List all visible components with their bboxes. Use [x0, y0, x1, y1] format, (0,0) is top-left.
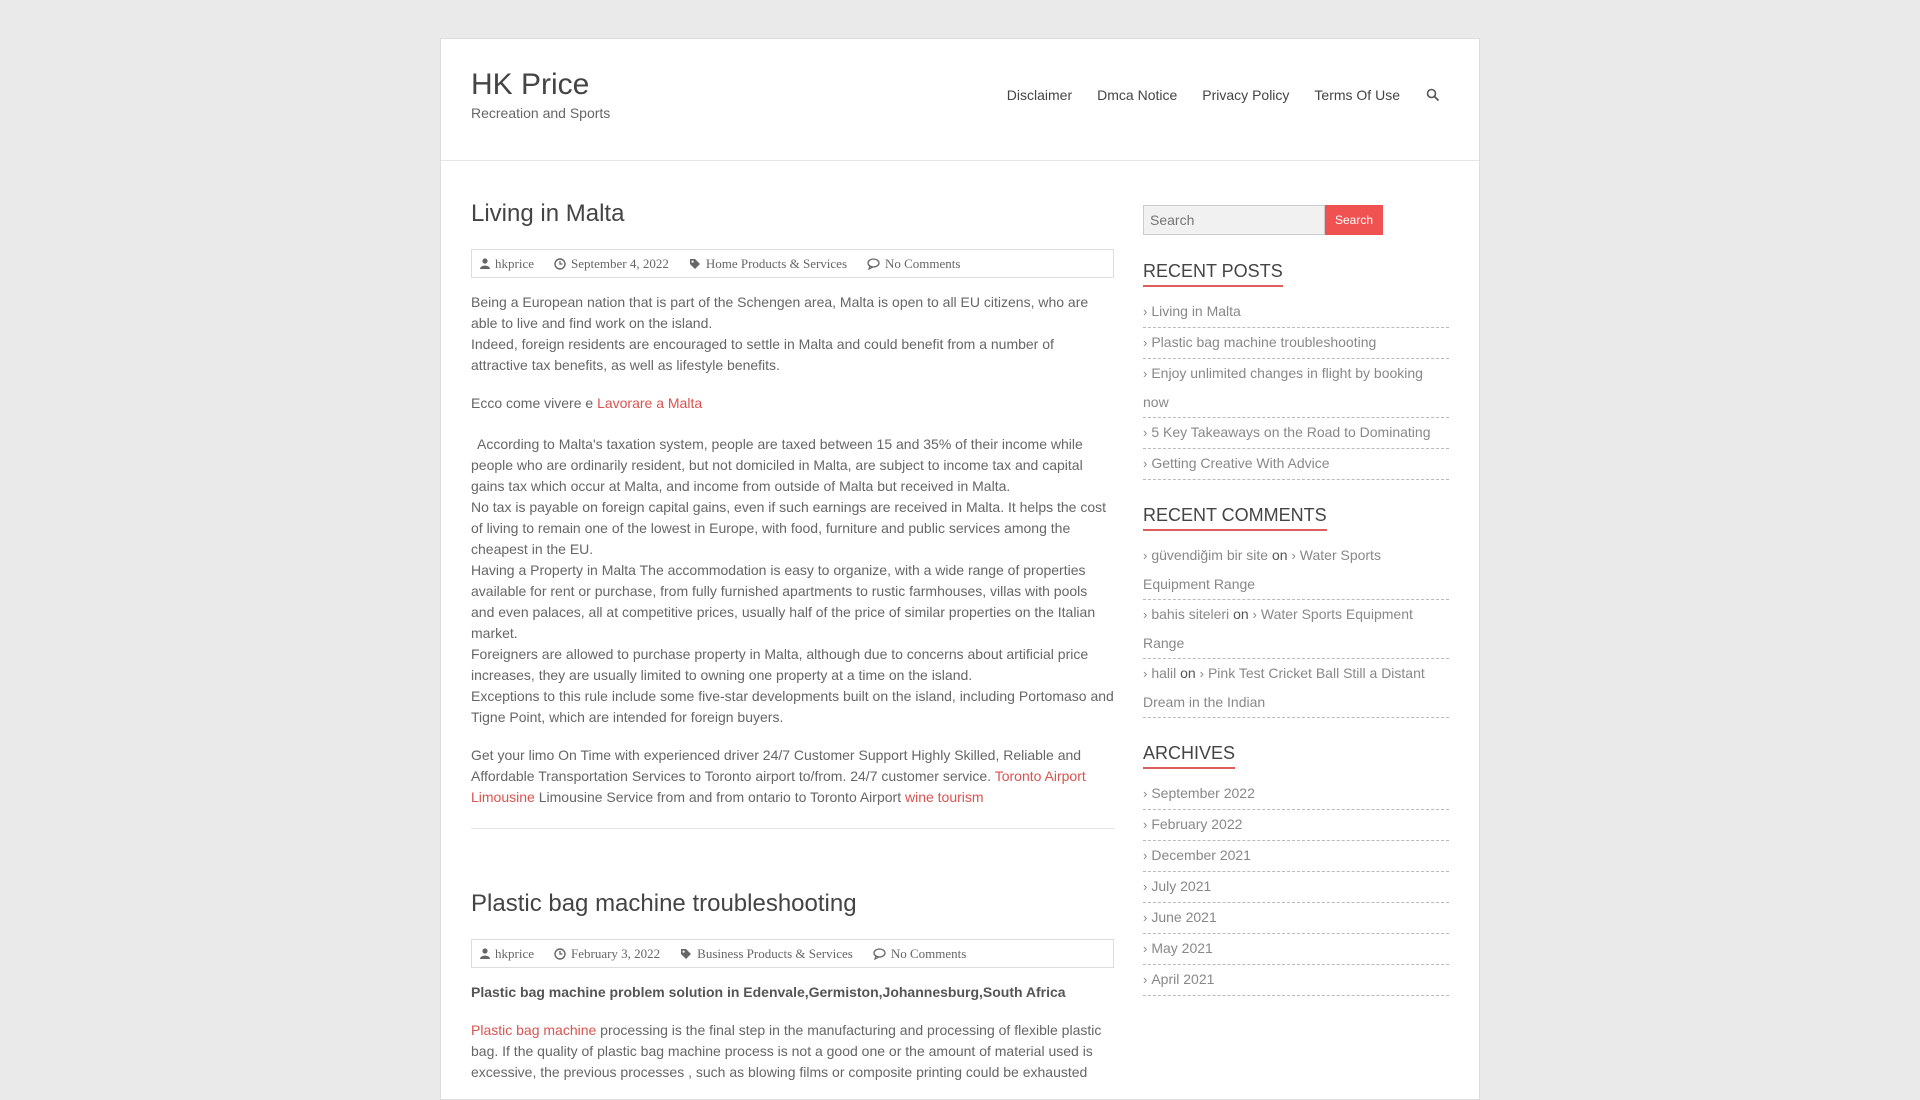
chevron-right-icon: ›	[1252, 607, 1257, 622]
post-meta	[471, 249, 1114, 278]
paragraph: Exceptions to this rule include some five-star developments built on the island, including Portomaso and Tigne Point, which are intended for foreign buyers.	[471, 688, 1114, 725]
post-category-text[interactable]: Business Products & Services	[697, 945, 853, 961]
chevron-right-icon: ›	[1143, 786, 1148, 801]
list-item[interactable]	[1143, 418, 1449, 449]
post-author[interactable]	[480, 256, 534, 272]
archive-link[interactable]: July 2021	[1151, 878, 1212, 894]
chevron-right-icon: ›	[1199, 666, 1204, 681]
list-item[interactable]	[1143, 779, 1449, 810]
paragraph: No tax is payable on foreign capital gains, even if such earnings are received in Malta. It helps the cost of living to remain one of the lowest in Europe, with food, furniture and public services among the cheapest in the EU.	[471, 499, 1107, 557]
chevron-right-icon: ›	[1143, 456, 1148, 471]
post-living-in-malta	[471, 199, 1114, 889]
paragraph: Being a European nation that is part of the Schengen area, Malta is open to all EU citizens, who are able to live and find work on the island.	[471, 294, 1089, 331]
main-content	[471, 199, 1114, 1100]
paragraph: Indeed, foreign residents are encouraged to settle in Malta and could benefit from a number of attractive tax benefits, as well as lifestyle benefits.	[471, 336, 1054, 373]
comment-on-text: on	[1271, 547, 1288, 563]
recent-posts-widget	[1143, 261, 1449, 480]
chevron-right-icon: ›	[1143, 972, 1148, 987]
text: Ecco come vivere e	[471, 395, 598, 411]
post-title[interactable]: Living in Malta	[471, 200, 625, 227]
archive-link[interactable]: December 2021	[1151, 847, 1251, 863]
list-item[interactable]	[1143, 449, 1449, 480]
post-divider	[471, 828, 1114, 889]
chevron-right-icon: ›	[1143, 548, 1148, 563]
recent-comments-widget	[1143, 505, 1449, 718]
nav-item-privacy-policy[interactable]: Privacy Policy	[1202, 87, 1290, 103]
post-date-text[interactable]: February 3, 2022	[570, 945, 661, 961]
comment-on-text: on	[1180, 665, 1196, 681]
lavorare-a-malta-link[interactable]: Lavorare a Malta	[597, 395, 703, 411]
site-title[interactable]: HK Price	[471, 68, 590, 101]
list-item[interactable]	[1143, 872, 1449, 903]
wine-tourism-link[interactable]: wine tourism	[904, 789, 984, 805]
search-form	[1143, 205, 1449, 235]
search-input[interactable]	[1143, 205, 1325, 235]
site-description: Recreation and Sports	[471, 105, 611, 121]
recent-posts-list	[1143, 297, 1449, 480]
chevron-right-icon: ›	[1143, 879, 1148, 894]
list-item[interactable]	[1143, 810, 1449, 841]
user-icon	[480, 258, 490, 269]
list-item	[1143, 541, 1449, 600]
chevron-right-icon: ›	[1143, 941, 1148, 956]
post-title[interactable]: Plastic bag machine troubleshooting	[471, 890, 857, 917]
post-author-name[interactable]: hkprice	[495, 255, 534, 271]
recent-post-link[interactable]: Plastic bag machine troubleshooting	[1151, 334, 1377, 350]
post-meta	[471, 939, 1114, 968]
nav-item-disclaimer[interactable]: Disclaimer	[1006, 87, 1073, 103]
user-icon	[480, 948, 490, 959]
page-container	[440, 38, 1480, 1100]
list-item[interactable]	[1143, 359, 1449, 418]
archives-title: ARCHIVES	[1143, 743, 1235, 769]
sidebar	[1143, 205, 1449, 996]
paragraph: Having a Property in Malta The accommodation is easy to organize, with a wide range of properties available for rent or purchase, from fully furnished apartments to rustic farmhouses, villas with pools and even palaces, all at competitive prices, usually half of the price of similar properties on the Italian market.	[471, 562, 1096, 641]
search-button[interactable]: Search	[1325, 205, 1383, 235]
comment-post-link[interactable]: Water Sports Equipment Range	[1143, 606, 1413, 651]
list-item	[1143, 659, 1449, 718]
comment-icon	[867, 258, 880, 270]
plastic-bag-machine-link[interactable]: Plastic bag machine	[471, 1022, 597, 1038]
paragraph	[471, 1020, 1114, 1083]
site-header	[441, 39, 1479, 161]
chevron-right-icon: ›	[1143, 848, 1148, 863]
post-comments[interactable]	[867, 256, 960, 272]
search-icon[interactable]	[1426, 88, 1440, 102]
comment-author-link[interactable]: güvendiğim bir site	[1151, 547, 1269, 563]
chevron-right-icon: ›	[1143, 666, 1148, 681]
post-comments[interactable]	[873, 946, 966, 962]
archive-link[interactable]: April 2021	[1151, 971, 1215, 987]
list-item[interactable]	[1143, 841, 1449, 872]
post-body	[471, 292, 1114, 808]
tag-icon	[680, 948, 692, 960]
toronto-airport-limousine-link[interactable]: Toronto Airport Limousine	[471, 768, 1086, 805]
chevron-right-icon: ›	[1143, 817, 1148, 832]
chevron-right-icon: ›	[1143, 910, 1148, 925]
recent-post-link[interactable]: Enjoy unlimited changes in flight by booking now	[1143, 365, 1423, 410]
chevron-right-icon: ›	[1143, 335, 1148, 350]
post-plastic-bag-machine	[471, 889, 1114, 1083]
post-lead: Plastic bag machine problem solution in Edenvale,Germiston,Johannesburg,South Africa	[471, 984, 1066, 1000]
archives-list	[1143, 779, 1449, 996]
list-item[interactable]	[1143, 934, 1449, 965]
tag-icon	[689, 258, 701, 270]
chevron-right-icon: ›	[1143, 366, 1148, 381]
text: processing is the final step in the manufacturing and processing of flexible plastic bag. If the quality of plastic bag machine process is not a good one or the amount of material used is excessive, the previous processes , such as blowing films or composite printing could be exhausted	[471, 1022, 1102, 1080]
post-body	[471, 982, 1114, 1083]
chevron-right-icon: ›	[1143, 607, 1148, 622]
post-comments-text[interactable]: No Comments	[890, 945, 967, 961]
clock-icon	[554, 258, 566, 270]
post-author-name[interactable]: hkprice	[495, 945, 534, 961]
post-category[interactable]	[689, 256, 847, 272]
archive-link[interactable]: September 2022	[1151, 785, 1255, 801]
comment-author-link[interactable]: bahis siteleri	[1151, 606, 1230, 622]
archives-widget	[1143, 743, 1449, 996]
archive-link[interactable]: May 2021	[1151, 940, 1213, 956]
list-item	[1143, 600, 1449, 659]
list-item[interactable]	[1143, 297, 1449, 328]
post-category[interactable]	[680, 946, 853, 962]
clock-icon	[554, 948, 566, 960]
comment-post-link[interactable]: Water Sports Equipment Range	[1143, 547, 1381, 592]
paragraph	[471, 393, 1114, 414]
paragraph: According to Malta's taxation system, people are taxed between 15 and 35% of their income while people who are ordinarily resident, but not domiciled in Malta, are subject to income tax and capital gains tax which occur at Malta, and income from outside of Malta but received in Malta.	[471, 436, 1083, 494]
list-item[interactable]	[1143, 965, 1449, 996]
nav-item-terms-of-use[interactable]: Terms Of Use	[1314, 87, 1400, 103]
chevron-right-icon: ›	[1143, 425, 1148, 440]
recent-post-link[interactable]: Getting Creative With Advice	[1151, 455, 1330, 471]
archive-link[interactable]: June 2021	[1151, 909, 1217, 925]
chevron-right-icon: ›	[1291, 548, 1296, 563]
nav-item-dmca-notice[interactable]: Dmca Notice	[1097, 87, 1178, 103]
main-nav	[982, 87, 1440, 103]
post-date-text[interactable]: September 4, 2022	[570, 255, 669, 271]
paragraph	[471, 745, 1114, 808]
chevron-right-icon: ›	[1143, 304, 1148, 319]
recent-comments-list	[1143, 541, 1449, 718]
recent-post-link[interactable]: Living in Malta	[1151, 303, 1241, 319]
post-author[interactable]	[480, 946, 534, 962]
comment-post-link[interactable]: Pink Test Cricket Ball Still a Distant Dream in the Indian	[1143, 665, 1425, 710]
post-comments-text[interactable]: No Comments	[885, 255, 961, 271]
archive-link[interactable]: February 2022	[1151, 816, 1243, 832]
list-item[interactable]	[1143, 328, 1449, 359]
text: Limousine Service from and from ontario to Toronto Airport	[534, 789, 905, 805]
paragraph: Foreigners are allowed to purchase property in Malta, although due to concerns about artificial price increases, they are usually limited to owning one property at a time on the island.	[471, 646, 1089, 683]
post-date[interactable]	[554, 256, 669, 272]
comment-icon	[873, 948, 886, 960]
comment-author-link[interactable]: halil	[1151, 665, 1177, 681]
post-date[interactable]	[554, 946, 660, 962]
recent-comments-title: RECENT COMMENTS	[1143, 505, 1327, 531]
recent-posts-title: RECENT POSTS	[1143, 261, 1283, 287]
recent-post-link[interactable]: 5 Key Takeaways on the Road to Dominating	[1151, 424, 1431, 440]
comment-on-text: on	[1233, 606, 1249, 622]
text: Get your limo On Time with experienced driver 24/7 Customer Support Highly Skilled, Reliable and Affordable Transportation Services to Toronto airport to/from. 24/7 customer service.	[471, 747, 1082, 784]
post-category-text[interactable]: Home Products & Services	[705, 255, 847, 271]
list-item[interactable]	[1143, 903, 1449, 934]
